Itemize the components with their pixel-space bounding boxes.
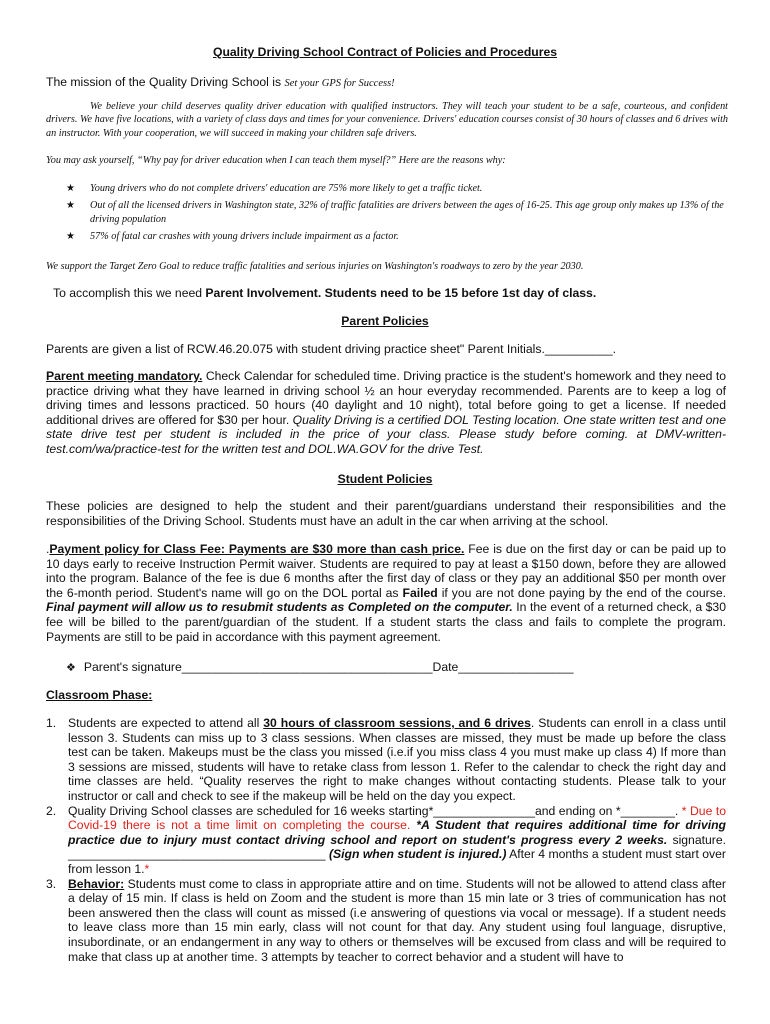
star-bullet-icon: ★: [66, 183, 75, 194]
red-asterisk: *: [144, 861, 150, 876]
accomplish-line: [53, 286, 596, 301]
mission-prefix: The mission of the Quality Driving School is: [46, 75, 285, 89]
item-emphasis: 30 hours of classroom sessions, and 6 drives: [263, 716, 531, 730]
student-policies-intro: These policies are designed to help the student and their parent/guardians understand their responsibilities and the responsibilities of the Driving School. Students must have an adult in the car when arriving at the school.: [46, 499, 726, 528]
ask-line: You may ask yourself, “Why pay for driver education when I can teach them myself?” Here are the reasons why:: [46, 155, 506, 166]
payment-text: Fee is due on the first day or can be paid up to 10 days early to receive Instruction Permit waiver. Students are required to pay at least a $150 down, before they are allowed into the program. Balance of the fee is due 6 months after the first day of class or they pay an additional $50 per month over the 6-month period. Student's name will go on the DOL portal as: [46, 542, 726, 600]
item-number: 3.: [46, 876, 57, 891]
parent-meeting-text: Check Calendar for scheduled time. Driving practice is the student's homework and they need to practice driving what they have learned in driving school ½ an hour everyday recommended. Parents are to keep a log of driving times and lessons practiced. 50 hours (40 daylight and 10 night), total before going to get a license. If needed additional drives are offered for $30 per hour.: [46, 369, 726, 427]
rcw-line: Parents are given a list of RCW.46.20.075 with student driving practice sheet" Parent Initials.__________.: [46, 342, 617, 356]
support-line: We support the Target Zero Goal to reduce traffic fatalities and serious injuries on Washington's roadways to zero by the year 2030.: [46, 261, 584, 272]
parent-meeting-paragraph: [46, 369, 726, 457]
mission-statement: [46, 75, 395, 92]
classroom-rules-list: [46, 716, 726, 964]
accomplish-prefix: To accomplish this we need: [53, 286, 206, 300]
document-title: Quality Driving School Contract of Policies and Procedures: [212, 45, 558, 59]
parent-meeting-label: Parent meeting mandatory.: [46, 369, 203, 383]
reason-text: Out of all the licensed drivers in Washington state, 32% of traffic fatalities are drivers between the ages of 16-25. This age group only makes up 13% of the driving population: [90, 200, 724, 225]
payment-text: In the event of a returned check, a $30 fee will be billed to the parent/guardian of the student. If a student starts the class and fails to complete the program. Payments are still to be paid in accordance with this payment agreement.: [46, 600, 726, 644]
payment-policy-paragraph: [46, 542, 726, 644]
item-number: 2.: [46, 803, 57, 818]
star-bullet-icon: ★: [66, 200, 75, 212]
item-text: Students must come to class in appropriate attire and on time. Students will not be allowed to attend class after a delay of 15 min. If class is held on Zoom and the student is more than 15 min late or 3 tries of communication has not been answered then the class will count as missed (i.e answering of questions via vocal or message). If a student needs to leave class more than 15 min early, class will not count for that day. Any student using foul language, disruptive, insubordinate, or an endangerment in any way to others or themselves will be excused from class and will be required to make that class up at another time. 3 attempts by teacher to correct behavior and a student will have to: [68, 876, 726, 964]
parent-signature-line: [66, 660, 574, 676]
behavior-label: Behavior:: [68, 876, 125, 891]
payment-policy-label: Payment policy for Class Fee: Payments are $30 more than cash price.: [49, 542, 465, 556]
injury-note: *A Student that requires additional time for driving practice due to injury must contact driving school and report on student's progress every 2 weeks.: [68, 818, 726, 847]
item-text: Students are expected to attend all: [68, 716, 264, 730]
list-item: [46, 716, 726, 804]
diamond-bullet-icon: ❖: [66, 661, 76, 674]
payment-lead: .: [46, 542, 50, 556]
reason-text: 57% of fatal car crashes with young drivers include impairment as a factor.: [90, 231, 399, 243]
reason-item: [66, 182, 728, 195]
covid-note: * Due to Covid-19 there is not a time limit on completing the course.: [68, 803, 726, 833]
mission-tagline: Set your GPS for Success!: [284, 78, 395, 89]
payment-failed: Failed: [402, 585, 438, 600]
accomplish-bold: Parent Involvement. Students need to be 15 before 1st day of class.: [205, 286, 597, 300]
star-bullet-icon: ★: [66, 231, 75, 243]
student-policies-heading: Student Policies: [337, 472, 433, 486]
payment-text: if you are not done paying by the end of the course.: [437, 585, 727, 600]
reason-text: Young drivers who do not complete drivers' education are 75% more likely to get a traffic ticket.: [90, 183, 483, 194]
intro-paragraph: We believe your child deserves quality driver education with qualified instructors. They will teach your student to be a safe, courteous, and confident drivers. We have five locations, with a variety of class days and times for your convenience. Drivers' education courses consist of 30 hours of classes and 6 drives with an instructor. With your cooperation, we will succeed in making your children safe drivers.: [46, 101, 728, 139]
payment-final-note: Final payment will allow us to resubmit students as Completed on the computer.: [46, 600, 513, 615]
parent-meeting-italic: Quality Driving is a certified DOL Testing location. One state written test and one state drive test per student is included in the price of your class. Please study before coming. at DMV-written-test.com/wa/practice-test for the written test and DOL.WA.GOV for the drive Test.: [46, 412, 726, 456]
injury-sign-note: (Sign when student is injured.): [328, 847, 507, 862]
item-text: Quality Driving School classes are scheduled for 16 weeks starting*_______________and ending on *________.: [68, 803, 682, 818]
reason-item: [66, 199, 728, 226]
item-text: . Students can enroll in a class until lesson 3. Students can miss up to 3 class sessions. When classes are missed, they must be made up before the class test can be taken. Makeups must be the class you missed (i.e.if you miss class 4 you must make up class 4) If more than 3 sessions are missed, students will have to retake class from lesson 1. Refer to the calendar to check the right day and time classes are held. “Quality reserves the right to make changes without contacting students. Please talk to your instructor or call and check to see if the makeup will be held on the day you expect.: [68, 716, 726, 803]
list-item: [46, 877, 726, 965]
parent-policies-heading: Parent Policies: [341, 314, 429, 328]
reasons-list: [66, 182, 728, 248]
classroom-phase-heading: Classroom Phase:: [46, 688, 153, 702]
list-item: [46, 804, 726, 877]
item-text: signature. ______________________________________: [68, 832, 726, 862]
item-number: 1.: [46, 716, 57, 730]
item-text: After 4 months a student must start over from lesson 1.: [68, 847, 726, 876]
signature-text: Parent's signature_____________________________________Date_________________: [83, 660, 574, 674]
reason-item: [66, 230, 728, 243]
